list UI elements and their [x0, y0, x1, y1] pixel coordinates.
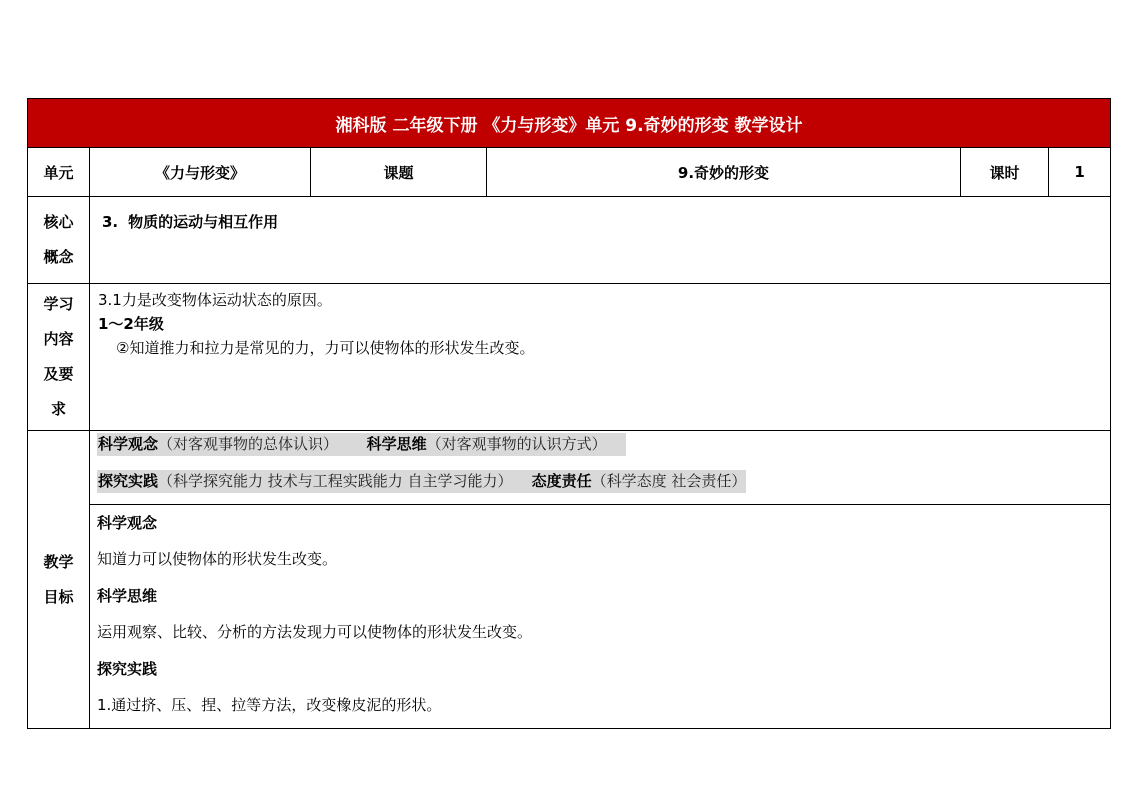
lesson-plan-table: [27, 98, 1111, 729]
learning-content-line1: 3.1力是改变物体运动状态的原因。: [98, 291, 332, 309]
goal-heading-practice: 探究实践: [97, 660, 158, 678]
core-concept-text: 物质的运动与相互作用: [128, 213, 279, 231]
teaching-goals-content: [90, 505, 1111, 729]
literacy-highlight-1: 科学观念（对客观事物的总体认识） 科学思维（对客观事物的认识方式）: [97, 433, 626, 456]
learning-content-body: [90, 284, 1111, 431]
lesson-plan-document: [27, 98, 1110, 729]
document-title: 湘科版 二年级下册 《力与形变》单元 9.奇妙的形变 教学设计: [28, 99, 1111, 148]
learning-content-line2: ②知道推力和拉力是常见的力，力可以使物体的形状发生改变。: [116, 339, 535, 357]
info-row: [28, 148, 1111, 197]
learning-content-row: [28, 284, 1111, 431]
literacy-line-2: [97, 470, 1110, 493]
literacy-row: [28, 431, 1111, 505]
period-label: 课时: [961, 148, 1049, 197]
core-concept-label: 核心 概念: [28, 197, 90, 284]
goals-row: [28, 505, 1111, 729]
learning-content-grade: 1～2年级: [98, 315, 164, 333]
learning-content-label: 学习 内容 及要 求: [28, 284, 90, 431]
goal-text-thinking: 运用观察、比较、分析的方法发现力可以使物体的形状发生改变。: [97, 623, 533, 641]
teaching-goals-label: 教学 目标: [28, 431, 90, 729]
goal-heading-thinking: 科学思维: [97, 587, 158, 605]
topic-label: 课题: [311, 148, 487, 197]
goal-text-concept: 知道力可以使物体的形状发生改变。: [97, 550, 338, 568]
core-concept-number: 3.: [102, 213, 119, 231]
goal-heading-concept: 科学观念: [97, 514, 158, 532]
core-concept-row: [28, 197, 1111, 284]
literacy-line-1: [97, 433, 1110, 456]
unit-value: 《力与形变》: [90, 148, 311, 197]
core-concept-content: [90, 197, 1111, 284]
unit-label: 单元: [28, 148, 90, 197]
core-literacy-cell: [90, 431, 1111, 505]
period-value: 1: [1049, 148, 1111, 197]
literacy-highlight-2: 探究实践（科学探究能力 技术与工程实践能力 自主学习能力） 态度责任（科学态度 社会责任）: [97, 470, 746, 493]
topic-value: 9.奇妙的形变: [487, 148, 961, 197]
goal-text-practice: 1.通过挤、压、捏、拉等方法，改变橡皮泥的形状。: [97, 696, 442, 714]
title-row: [28, 99, 1111, 148]
